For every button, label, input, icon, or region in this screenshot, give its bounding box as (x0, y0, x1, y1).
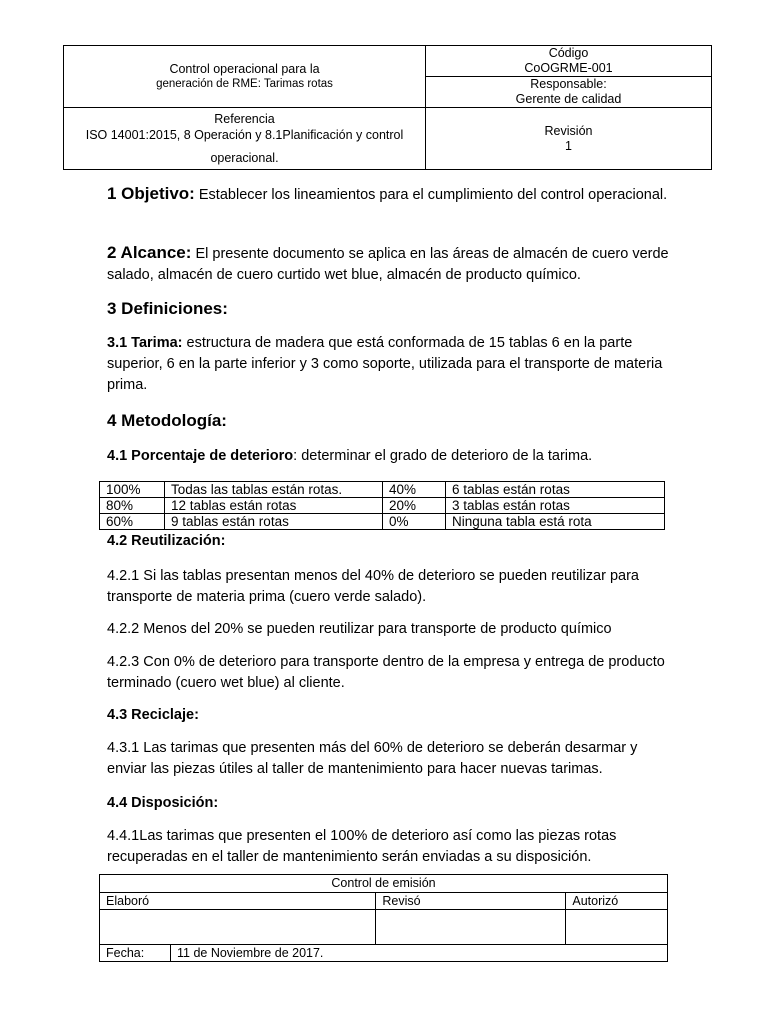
disposal-item-1: 4.4.1Las tarimas que presenten el 100% de deterioro así como las piezas rotas recuperadas en el taller de mantenimiento serán enviadas a su disposición. (107, 828, 617, 865)
objective-text: Establecer los lineamientos para el cumplimiento del control operacional. (198, 187, 668, 203)
scope-heading: 2 Alcance: (107, 243, 192, 262)
table-cell: 12 tablas están rotas (165, 498, 383, 514)
reuse-heading: 4.2 Reutilización: (107, 533, 226, 549)
reference-line2: operacional. (210, 151, 279, 165)
scope-section (107, 242, 672, 286)
document-title-cell (64, 46, 426, 108)
revision-cell (426, 108, 712, 170)
definition-term: 3.1 Tarima: (107, 335, 183, 351)
responsible-label: Responsable: (530, 77, 607, 91)
objective-heading: 1 Objetivo: (107, 184, 195, 203)
emission-title: Control de emisión (100, 875, 668, 893)
table-cell: 100% (100, 482, 165, 498)
revision-value: 1 (565, 138, 572, 153)
definition-tarima (107, 333, 672, 396)
table-cell: 40% (383, 482, 446, 498)
date-label: Fecha: (100, 945, 171, 962)
table-cell: 9 tablas están rotas (165, 514, 383, 530)
definitions-heading: 3 Definiciones: (107, 299, 228, 318)
emission-control-table (99, 874, 668, 962)
code-label: Código (548, 46, 589, 60)
date-value: 11 de Noviembre de 2017. (171, 945, 668, 962)
table-row (100, 498, 665, 514)
reference-line1: ISO 14001:2015, 8 Operación y 8.1Planificación y control (85, 128, 404, 142)
definition-text: estructura de madera que está conformada de 15 tablas 6 en la parte superior, 6 en la parte inferior y 3 como soporte, utilizada para el transporte de materia prima. (107, 335, 663, 393)
revision-label: Revisión (544, 123, 593, 138)
table-row (100, 482, 665, 498)
recycling-item-1: 4.3.1 Las tarimas que presenten más del 60% de deterioro se deberán desarmar y enviar las piezas útiles al taller de mantenimiento para hacer nuevas tarimas. (107, 740, 638, 777)
reviso-label: Revisó (376, 893, 566, 910)
objective-section (107, 183, 672, 206)
deterioration-table (99, 481, 665, 530)
disposal-heading: 4.4 Disposición: (107, 795, 219, 811)
document-title-line1: Control operacional para la (169, 61, 320, 76)
reviso-signature-cell (376, 910, 566, 945)
reuse-item-3: 4.2.3 Con 0% de deterioro para transporte dentro de la empresa y entrega de producto terminado (cuero wet blue) al cliente. (107, 654, 665, 691)
code-value: CoOGRME-001 (524, 61, 613, 75)
deterioration-text: : determinar el grado de deterioro de la tarima. (293, 448, 593, 464)
document-header-table (63, 45, 712, 170)
methodology-heading: 4 Metodología: (107, 411, 227, 430)
table-cell: 60% (100, 514, 165, 530)
code-cell (426, 46, 712, 77)
table-cell: 0% (383, 514, 446, 530)
autorizo-signature-cell (566, 910, 668, 945)
table-cell: 3 tablas están rotas (446, 498, 665, 514)
reference-label: Referencia (214, 112, 275, 126)
scope-text: El presente documento se aplica en las áreas de almacén de cuero verde salado, almacén de cuero curtido wet blue, almacén de producto químico. (107, 246, 669, 283)
table-cell: 80% (100, 498, 165, 514)
autorizo-label: Autorizó (566, 893, 668, 910)
responsible-cell (426, 77, 712, 108)
reference-cell (64, 108, 426, 170)
elaboro-label: Elaboró (100, 893, 376, 910)
table-row (100, 514, 665, 530)
table-cell: 20% (383, 498, 446, 514)
table-cell: Todas las tablas están rotas. (165, 482, 383, 498)
recycling-heading: 4.3 Reciclaje: (107, 707, 199, 723)
reuse-item-2: 4.2.2 Menos del 20% se pueden reutilizar para transporte de producto químico (107, 621, 612, 637)
document-title-line2: generación de RME: Tarimas rotas (156, 77, 333, 90)
table-cell: 6 tablas están rotas (446, 482, 665, 498)
deterioration-term: 4.1 Porcentaje de deterioro (107, 448, 294, 464)
table-cell: Ninguna tabla está rota (446, 514, 665, 530)
responsible-value: Gerente de calidad (515, 92, 622, 106)
reuse-item-1: 4.2.1 Si las tablas presentan menos del 40% de deterioro se pueden reutilizar para transporte de materia prima (cuero verde salado). (107, 568, 639, 605)
deterioration-paragraph (107, 446, 672, 467)
elaboro-signature-cell (100, 910, 376, 945)
